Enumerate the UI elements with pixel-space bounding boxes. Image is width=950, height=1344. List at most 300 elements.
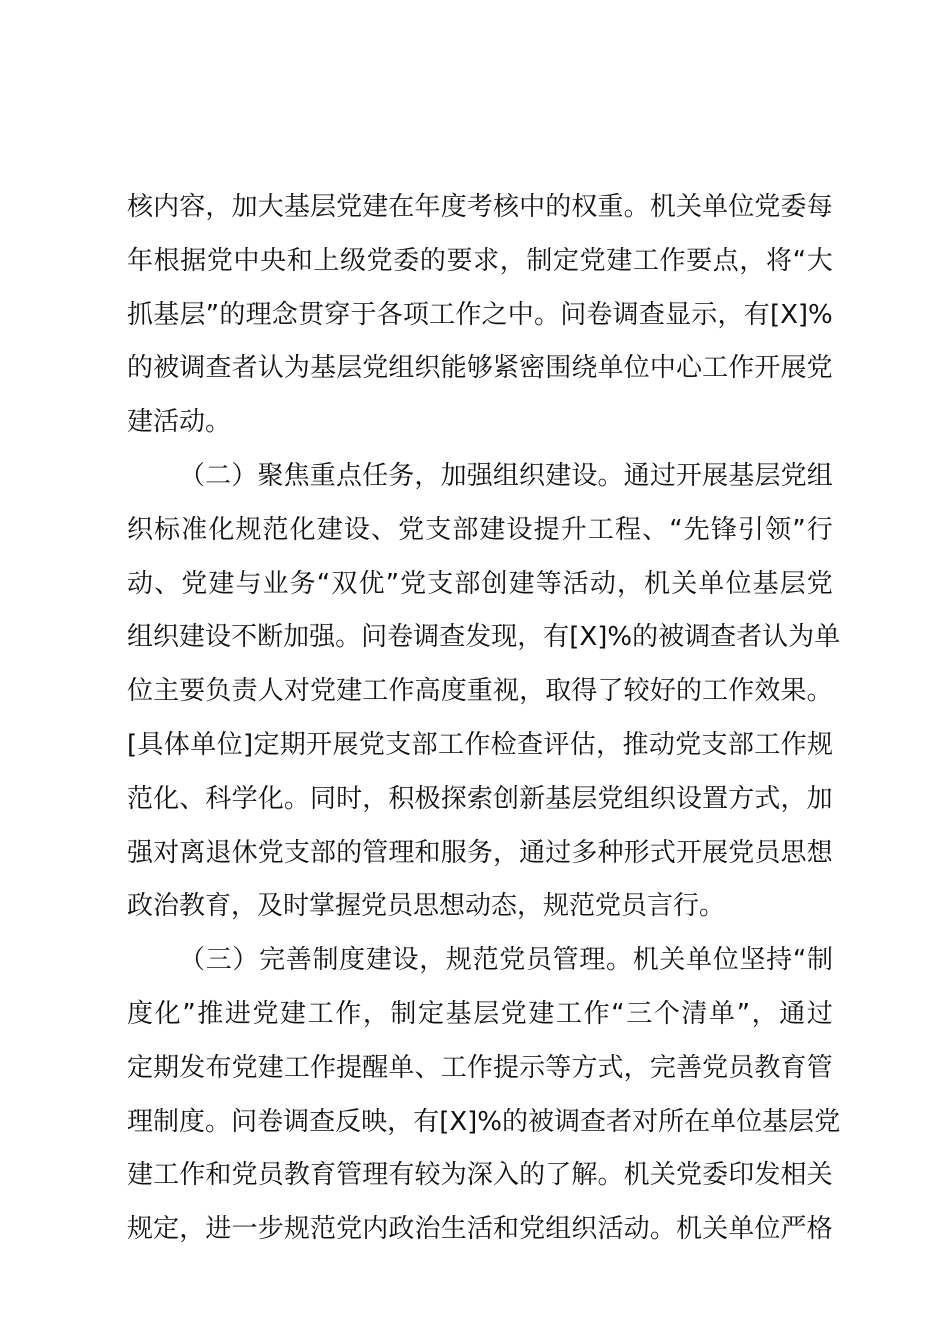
glyph: 科: [205, 783, 232, 814]
glyph: 的: [545, 192, 572, 222]
glyph: 单: [190, 729, 217, 760]
glyph: 作: [728, 353, 755, 384]
glyph: 机: [644, 568, 671, 599]
glyph: 组: [388, 353, 415, 384]
glyph: 作: [179, 1160, 206, 1191]
glyph: 建: [280, 998, 307, 1029]
glyph: ）: [231, 460, 258, 491]
glyph: 管: [552, 945, 579, 976]
glyph: 一: [231, 1214, 258, 1245]
glyph: 反: [335, 1106, 362, 1137]
glyph: 建: [257, 1052, 284, 1083]
glyph: 党: [231, 1052, 258, 1083]
glyph: 党: [702, 1052, 729, 1083]
glyph: 加: [231, 192, 258, 222]
glyph: 理: [127, 1106, 154, 1137]
glyph: 动: [127, 568, 154, 599]
glyph: 在: [684, 1106, 711, 1137]
glyph: 抓: [127, 299, 154, 330]
glyph: 作: [728, 676, 755, 707]
glyph: 先: [683, 514, 710, 545]
glyph: 完: [259, 945, 286, 976]
glyph: 提: [492, 1052, 519, 1083]
glyph: ，: [205, 192, 232, 222]
glyph: ，: [362, 783, 389, 814]
glyph: 机: [632, 945, 659, 976]
glyph: 各: [376, 299, 403, 330]
glyph: 重: [309, 460, 336, 491]
glyph: 党: [336, 1214, 363, 1245]
glyph: 和: [492, 1214, 519, 1245]
glyph: 党: [358, 729, 385, 760]
glyph: 机: [675, 1214, 702, 1245]
text-line-8: [127, 558, 833, 612]
glyph: 设: [506, 514, 533, 545]
glyph: 加: [806, 783, 833, 814]
glyph: 主: [153, 676, 180, 707]
glyph: 度: [127, 998, 154, 1029]
glyph: 基: [762, 1106, 789, 1137]
glyph: 建: [508, 568, 535, 599]
glyph: 党: [362, 353, 389, 384]
glyph: 查: [517, 729, 544, 760]
glyph: 。: [806, 676, 833, 707]
glyph: 工: [754, 729, 781, 760]
glyph: 得: [571, 676, 598, 707]
glyph: 对: [632, 1106, 659, 1137]
glyph: 建: [127, 1160, 154, 1191]
glyph: 卷: [586, 299, 613, 330]
glyph: 责: [231, 676, 258, 707]
glyph: 建: [545, 460, 572, 491]
glyph: 心: [675, 353, 702, 384]
glyph: 关: [659, 945, 686, 976]
glyph: 期: [279, 729, 306, 760]
glyph: 规: [127, 1214, 154, 1245]
glyph: 位: [728, 192, 755, 222]
glyph: 工: [440, 1052, 467, 1083]
glyph: 组: [623, 783, 650, 814]
glyph: 工: [632, 245, 659, 276]
glyph: 作: [335, 998, 362, 1029]
glyph: 化: [257, 783, 284, 814]
glyph: 。: [597, 1160, 624, 1191]
glyph: 务: [289, 568, 316, 599]
glyph: 问: [231, 1106, 258, 1137]
glyph: 组: [545, 1214, 572, 1245]
glyph: 位: [754, 1214, 781, 1245]
glyph: 查: [309, 1106, 336, 1137]
glyph: 调: [554, 1106, 581, 1137]
glyph: 为: [283, 353, 310, 384]
glyph: 化: [208, 514, 235, 545]
glyph: 显: [665, 299, 692, 330]
glyph: 。: [597, 460, 624, 491]
glyph: 过: [545, 837, 572, 868]
glyph: 者: [231, 353, 258, 384]
glyph: 务: [388, 460, 415, 491]
glyph: 的: [632, 622, 659, 653]
glyph: 大: [257, 192, 284, 222]
glyph: 建: [362, 192, 389, 222]
glyph: 党: [231, 1160, 258, 1191]
glyph: 内: [362, 1214, 389, 1245]
glyph: [X]%: [569, 622, 633, 653]
glyph: 位: [623, 353, 650, 384]
glyph: 的: [519, 1160, 546, 1191]
glyph: 容: [179, 192, 206, 222]
glyph: 发: [754, 1160, 781, 1191]
glyph: 党: [366, 245, 393, 276]
glyph: ）: [232, 945, 259, 976]
glyph: 基: [752, 568, 779, 599]
glyph: 认: [257, 353, 284, 384]
glyph: ，: [519, 676, 546, 707]
glyph: 育: [780, 1052, 807, 1083]
glyph: 组: [806, 460, 833, 491]
glyph: 被: [528, 1106, 555, 1137]
glyph: 教: [754, 1052, 781, 1083]
glyph: 为: [788, 622, 815, 653]
text-line-16: [127, 988, 833, 1042]
glyph: 党: [252, 998, 279, 1029]
glyph: 、: [179, 783, 206, 814]
glyph: 工: [702, 676, 729, 707]
glyph: 取: [545, 676, 572, 707]
glyph: 党: [309, 676, 336, 707]
glyph: 单: [814, 622, 841, 653]
glyph: 映: [361, 1106, 388, 1137]
glyph: 建: [528, 998, 555, 1029]
glyph: 单: [388, 1052, 415, 1083]
glyph: 理: [579, 945, 606, 976]
glyph: 示: [691, 299, 718, 330]
glyph: 密: [519, 353, 546, 384]
glyph: 员: [257, 1160, 284, 1191]
glyph: 能: [440, 353, 467, 384]
glyph: 对: [283, 676, 310, 707]
glyph: 开: [675, 460, 702, 491]
glyph: 的: [336, 837, 363, 868]
glyph: 通: [623, 460, 650, 491]
glyph: “: [669, 514, 683, 545]
text-line-9: [127, 611, 841, 665]
glyph: 点: [712, 245, 739, 276]
glyph: （: [179, 460, 206, 491]
glyph: 基: [445, 998, 472, 1029]
text-line-13: [127, 827, 833, 881]
glyph: 党: [780, 460, 807, 491]
glyph: 有: [543, 622, 570, 653]
glyph: 委: [702, 1160, 729, 1191]
glyph: 开: [675, 837, 702, 868]
glyph: 求: [473, 245, 500, 276]
glyph: 入: [492, 1160, 519, 1191]
glyph: 过: [649, 460, 676, 491]
glyph: 设: [205, 622, 232, 653]
glyph: 的: [219, 299, 246, 330]
glyph: 定: [253, 729, 280, 760]
glyph: 作: [659, 245, 686, 276]
glyph: 过: [806, 998, 833, 1029]
glyph: 认: [762, 622, 789, 653]
glyph: 好: [649, 676, 676, 707]
glyph: 范: [127, 783, 154, 814]
glyph: 示: [519, 1052, 546, 1083]
glyph: ，: [780, 783, 807, 814]
glyph: 单: [698, 568, 725, 599]
glyph: 者: [606, 1106, 633, 1137]
glyph: 查: [439, 622, 466, 653]
glyph: 部: [452, 514, 479, 545]
glyph: ，: [179, 1214, 206, 1245]
glyph: 、: [370, 514, 397, 545]
glyph: 工: [283, 1052, 310, 1083]
glyph: 作: [466, 1052, 493, 1083]
glyph: 人: [257, 676, 284, 707]
glyph: 的: [675, 676, 702, 707]
glyph: 。: [606, 945, 633, 976]
glyph: 活: [562, 568, 589, 599]
glyph: 层: [179, 299, 206, 330]
glyph: 等: [545, 1052, 572, 1083]
glyph: 工: [153, 1160, 180, 1191]
glyph: 提: [533, 514, 560, 545]
glyph: 生: [440, 1214, 467, 1245]
glyph: 级: [340, 245, 367, 276]
glyph: 具: [137, 729, 164, 760]
glyph: 严: [780, 1214, 807, 1245]
text-line-14: 政治教育，及时掌握党员思想动态，规范党员言行。: [127, 891, 726, 922]
glyph: 负: [205, 676, 232, 707]
glyph: 格: [806, 1214, 833, 1245]
glyph: 积: [388, 783, 415, 814]
glyph: 党: [597, 783, 624, 814]
glyph: 工: [362, 676, 389, 707]
glyph: 完: [649, 1052, 676, 1083]
glyph: 委: [393, 245, 420, 276]
glyph: 支: [385, 729, 412, 760]
glyph: 索: [466, 783, 493, 814]
glyph: 织: [153, 622, 180, 653]
glyph: 要: [179, 676, 206, 707]
glyph: 二: [205, 460, 232, 491]
glyph: 和: [414, 837, 441, 868]
glyph: “: [792, 945, 807, 976]
glyph: 度: [339, 945, 366, 976]
glyph: ”: [182, 998, 196, 1029]
glyph: 基: [309, 353, 336, 384]
glyph: 党: [499, 945, 526, 976]
glyph: 员: [728, 1052, 755, 1083]
glyph: 行: [806, 514, 833, 545]
glyph: 通: [779, 998, 806, 1029]
glyph: 基: [545, 783, 572, 814]
glyph: 动: [648, 729, 675, 760]
glyph: 层: [571, 783, 598, 814]
glyph: 强: [127, 837, 154, 868]
glyph: 中: [519, 192, 546, 222]
glyph: 党: [675, 729, 702, 760]
glyph: 基: [153, 299, 180, 330]
glyph: 活: [597, 1214, 624, 1245]
glyph: 党: [806, 353, 833, 384]
glyph: 者: [736, 622, 763, 653]
glyph: ”: [385, 568, 400, 599]
text-line-1: [127, 181, 833, 235]
glyph: ，: [414, 460, 441, 491]
glyph: 制: [312, 945, 339, 976]
glyph: 项: [402, 299, 429, 330]
glyph: 清: [681, 998, 708, 1029]
glyph: 任: [362, 460, 389, 491]
glyph: 工: [555, 998, 582, 1029]
glyph: 深: [466, 1160, 493, 1191]
glyph: 层: [473, 998, 500, 1029]
glyph: 党: [206, 245, 233, 276]
glyph: 和: [205, 1160, 232, 1191]
glyph: 查: [205, 353, 232, 384]
glyph: 支: [427, 568, 454, 599]
glyph: 围: [545, 353, 572, 384]
glyph: 的: [127, 353, 154, 384]
glyph: 度: [440, 676, 467, 707]
glyph: 党: [814, 1106, 841, 1137]
text-line-18: [127, 1096, 841, 1150]
glyph: 单: [686, 945, 713, 976]
glyph: 新: [519, 783, 546, 814]
glyph: 发: [179, 1052, 206, 1083]
glyph: 单: [597, 353, 624, 384]
glyph: 不: [231, 622, 258, 653]
glyph: 式: [649, 837, 676, 868]
glyph: ”: [205, 299, 220, 330]
glyph: 通: [519, 837, 546, 868]
glyph: 高: [414, 676, 441, 707]
glyph: 问: [361, 622, 388, 653]
glyph: 较: [623, 676, 650, 707]
glyph: 业: [262, 568, 289, 599]
glyph: 检: [490, 729, 517, 760]
glyph: 调: [684, 622, 711, 653]
glyph: 规: [235, 514, 262, 545]
glyph: 部: [727, 729, 754, 760]
glyph: 理: [388, 837, 415, 868]
glyph: 建: [606, 245, 633, 276]
glyph: 展: [332, 729, 359, 760]
glyph: 之: [481, 299, 508, 330]
glyph: 开: [306, 729, 333, 760]
glyph: 教: [283, 1160, 310, 1191]
glyph: ，: [617, 568, 644, 599]
glyph: 作: [780, 729, 807, 760]
glyph: 标: [154, 514, 181, 545]
glyph: 被: [153, 353, 180, 384]
glyph: “: [316, 568, 331, 599]
glyph: 定: [127, 1052, 154, 1083]
glyph: 调: [612, 299, 639, 330]
glyph: 动: [589, 568, 616, 599]
glyph: 党: [398, 514, 425, 545]
glyph: 层: [754, 460, 781, 491]
glyph: 员: [525, 945, 552, 976]
glyph: 基: [728, 460, 755, 491]
glyph: 织: [649, 783, 676, 814]
glyph: 期: [153, 1052, 180, 1083]
glyph: 穿: [324, 299, 351, 330]
glyph: 推: [622, 729, 649, 760]
text-line-2: [127, 235, 833, 289]
glyph: “: [611, 998, 625, 1029]
glyph: 了: [545, 1160, 572, 1191]
glyph: 调: [179, 353, 206, 384]
glyph: 党: [400, 568, 427, 599]
glyph: ，: [739, 245, 766, 276]
glyph: 化: [153, 783, 180, 814]
glyph: 的: [502, 1106, 529, 1137]
glyph: 查: [580, 1106, 607, 1137]
text-line-5: 建活动。: [127, 407, 232, 438]
glyph: 。: [623, 192, 650, 222]
glyph: 要: [446, 245, 473, 276]
glyph: 领: [765, 514, 792, 545]
glyph: 想: [806, 837, 833, 868]
glyph: 管: [336, 1160, 363, 1191]
glyph: 解: [571, 1160, 598, 1191]
glyph: 离: [179, 837, 206, 868]
glyph: 将: [766, 245, 793, 276]
glyph: 、: [154, 568, 181, 599]
glyph: 聚: [257, 460, 284, 491]
glyph: 重: [466, 676, 493, 707]
glyph: ”: [792, 514, 806, 545]
glyph: 断: [257, 622, 284, 653]
glyph: 规: [806, 729, 833, 760]
glyph: 权: [571, 192, 598, 222]
glyph: 管: [362, 837, 389, 868]
glyph: 作: [583, 998, 610, 1029]
glyph: ，: [362, 998, 389, 1029]
glyph: 内: [153, 192, 180, 222]
glyph: 对: [153, 837, 180, 868]
glyph: ”: [736, 998, 751, 1029]
glyph: 组: [127, 622, 154, 653]
glyph: 定: [153, 1214, 180, 1245]
glyph: 范: [309, 1214, 336, 1245]
glyph: 动: [623, 1214, 650, 1245]
glyph: ，: [517, 622, 544, 653]
glyph: 党: [728, 837, 755, 868]
glyph: 。: [533, 299, 560, 330]
glyph: 作: [464, 729, 491, 760]
glyph: 工: [587, 514, 614, 545]
glyph: 提: [336, 1052, 363, 1083]
glyph: 央: [260, 245, 287, 276]
glyph: 的: [419, 245, 446, 276]
glyph: 务: [466, 837, 493, 868]
glyph: 层: [336, 353, 363, 384]
glyph: 部: [309, 837, 336, 868]
glyph: 关: [675, 192, 702, 222]
glyph: 多: [571, 837, 598, 868]
glyph: 党: [579, 245, 606, 276]
glyph: 位: [725, 568, 752, 599]
text-line-20: [127, 1203, 833, 1257]
glyph: 建: [208, 568, 235, 599]
glyph: 制: [153, 1106, 180, 1137]
glyph: 规: [283, 1214, 310, 1245]
glyph: 。: [205, 1106, 232, 1137]
